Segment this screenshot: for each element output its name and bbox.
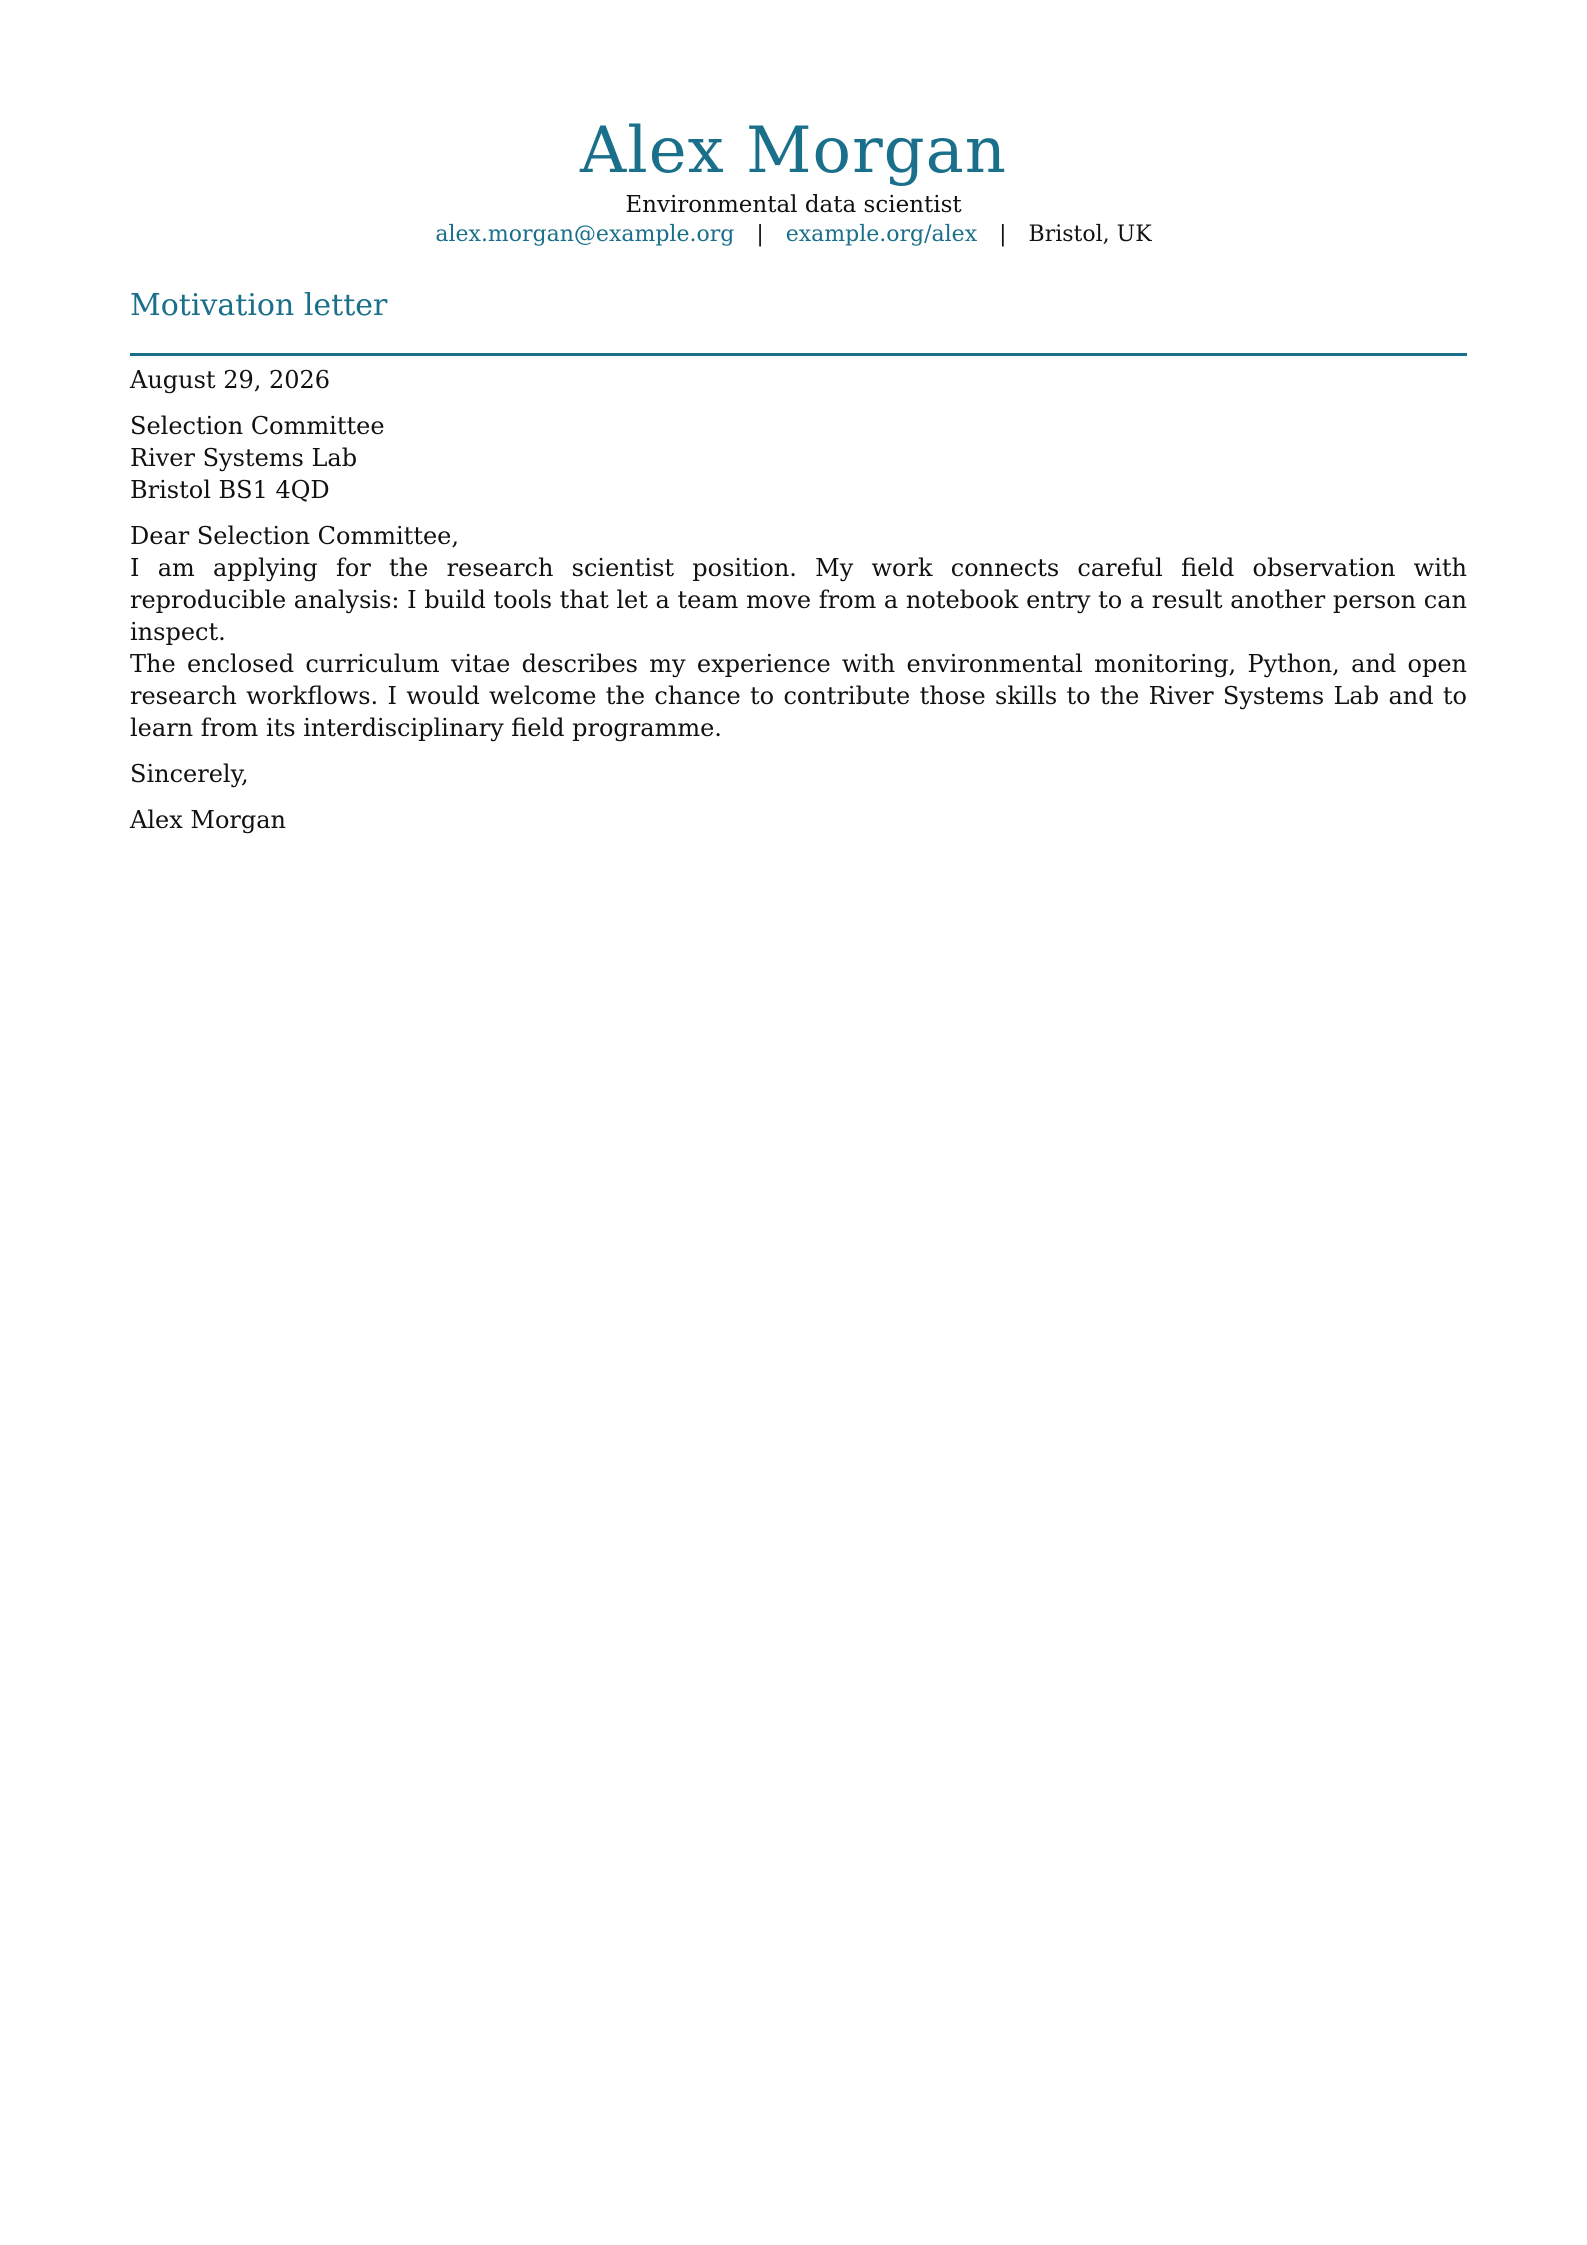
contact-line <box>0 220 1587 250</box>
email-link[interactable]: alex.morgan@example.org <box>435 222 735 247</box>
contact-separator: | <box>756 222 764 247</box>
letter-paragraph: I am applying for the research scientist position. My work connects careful field observation with reproducible analysis: I build tools that let a team move from a notebook entry to a result another person can inspect. <box>130 554 1467 646</box>
location-text: Bristol, UK <box>1028 222 1152 247</box>
section-title: Motivation letter <box>130 288 388 323</box>
recipient-line: Bristol BS1 4QD <box>130 476 330 504</box>
recipient-line: River Systems Lab <box>130 444 358 472</box>
letter-body <box>130 364 1467 836</box>
closing: Sincerely, <box>130 760 249 788</box>
letter-header <box>0 112 1587 250</box>
website-link[interactable]: example.org/alex <box>785 222 978 247</box>
letter-paragraph: The enclosed curriculum vitae describes my experience with environmental monitoring, Python, and open research workflows. I would welcome the chance to contribute those skills to the River Systems Lab and to learn from its interdisciplinary field programme. <box>130 650 1467 742</box>
contact-separator: | <box>999 222 1007 247</box>
applicant-title: Environmental data scientist <box>625 192 962 218</box>
section-divider <box>130 353 1467 356</box>
signature-name: Alex Morgan <box>130 806 286 834</box>
letter-date: August 29, 2026 <box>130 366 331 394</box>
salutation: Dear Selection Committee, <box>130 522 460 550</box>
recipient-address <box>130 410 1467 506</box>
recipient-line: Selection Committee <box>130 412 385 440</box>
applicant-name: Alex Morgan <box>580 114 1007 188</box>
